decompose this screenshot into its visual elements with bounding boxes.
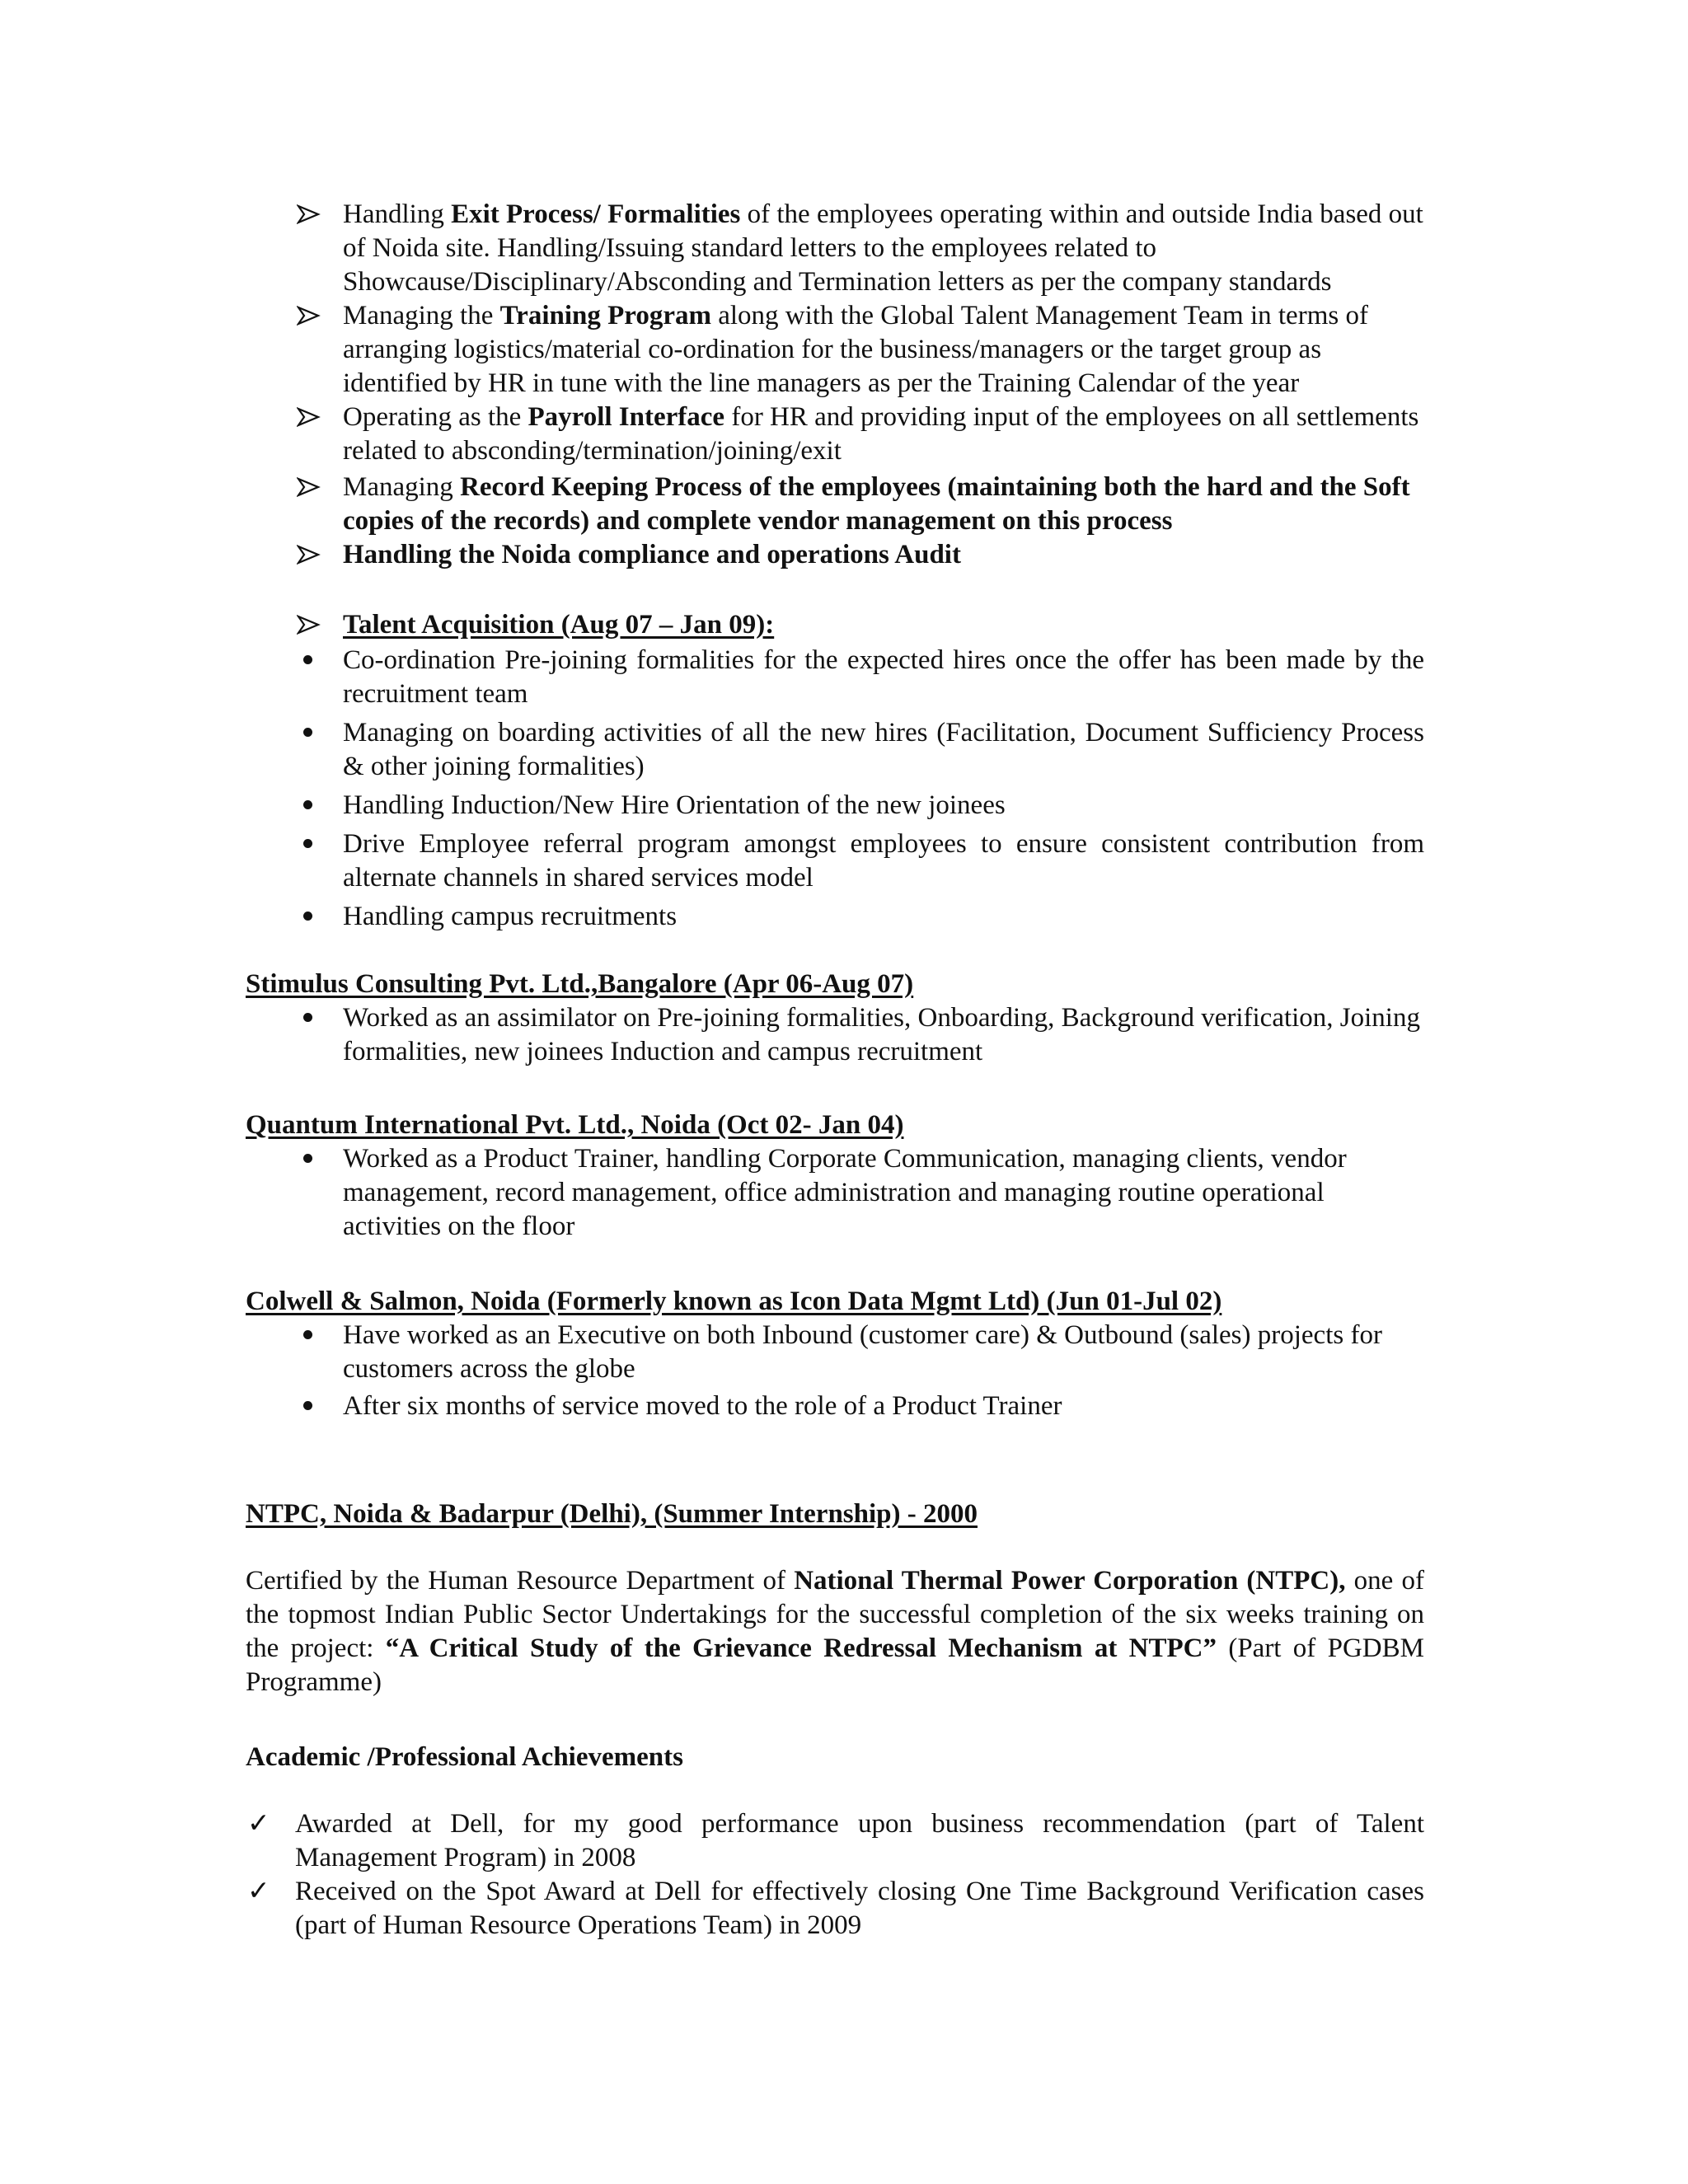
colwell-heading: Colwell & Salmon, Noida (Formerly known as Icon Data Mgmt Ltd) (Jun 01-Jul 02)	[246, 1286, 1222, 1316]
stimulus-section	[246, 968, 1424, 1069]
achievements-heading: Academic /Professional Achievements	[246, 1742, 683, 1772]
round-bullet-icon	[303, 839, 312, 848]
list-item: Managing the Training Program along with the Global Talent Management Team in terms of arranging logistics/material co-ordination for the business/managers or the target group as identified by HR in tune with the line managers as per the Training Calendar of the year	[246, 299, 1424, 401]
quantum-section	[246, 1108, 1424, 1244]
colwell-section	[246, 1285, 1424, 1423]
check-bullet-icon: ✓	[247, 1809, 270, 1839]
list-item: Worked as an assimilator on Pre-joining formalities, Onboarding, Background verification, Joining formalities, new joinees Induction and campus recruitment	[246, 1001, 1424, 1069]
round-bullet-icon	[303, 800, 312, 809]
list-item: Handling campus recruitments	[246, 900, 1424, 934]
list-item: ✓ Awarded at Dell, for my good performance upon business recommendation (part of Talent Management Program) in 2008	[247, 1809, 1424, 1872]
list-item: Handling Induction/New Hire Orientation of the new joinees	[246, 789, 1424, 823]
quantum-heading: Quantum International Pvt. Ltd., Noida (Oct 02- Jan 04)	[246, 1110, 904, 1140]
round-bullet-icon	[303, 912, 312, 921]
list-item: Managing Record Keeping Process of the employees (maintaining both the hard and the Soft copies of the records) and complete vendor management on this process	[246, 471, 1424, 538]
round-bullet-icon	[303, 1013, 312, 1022]
list-item: Co-ordination Pre-joining formalities for the expected hires once the offer has been made by the recruitment team	[246, 644, 1424, 711]
round-bullet-icon	[303, 728, 312, 737]
arrow-bullet-icon	[297, 204, 321, 224]
list-item: After six months of service moved to the role of a Product Trainer	[246, 1390, 1424, 1423]
ntpc-heading: NTPC, Noida & Badarpur (Delhi), (Summer Internship) - 2000	[246, 1499, 978, 1529]
list-item: Drive Employee referral program amongst employees to ensure consistent contribution from alternate channels in shared services model	[246, 827, 1424, 895]
round-bullet-icon	[303, 655, 312, 664]
ntpc-paragraph: Certified by the Human Resource Department of National Thermal Power Corporation (NTPC), one of the topmost Indian Public Sector Undertakings for the successful completion of the six weeks training on the project: “A Critical Study of the Grievance Redressal Mechanism at NTPC” (Part of PGDBM Programme)	[246, 1566, 1424, 1697]
list-item: ✓ Received on the Spot Award at Dell for effectively closing One Time Background Verification cases (part of Human Resource Operations Team) in 2009	[247, 1877, 1424, 1940]
arrow-bullet-icon	[297, 545, 321, 565]
hr-operations-list	[246, 198, 1424, 572]
list-item: Have worked as an Executive on both Inbound (customer care) & Outbound (sales) projects for customers across the globe	[246, 1319, 1424, 1386]
round-bullet-icon	[303, 1330, 312, 1339]
ntpc-section	[246, 1497, 1424, 1699]
round-bullet-icon	[303, 1401, 312, 1410]
list-item: Handling the Noida compliance and operations Audit	[246, 538, 1424, 572]
talent-acquisition-heading: Talent Acquisition (Aug 07 – Jan 09):	[343, 610, 775, 640]
list-item: Worked as a Product Trainer, handling Corporate Communication, managing clients, vendor management, record management, office administration and managing routine operational activities on the floor	[246, 1142, 1424, 1244]
arrow-bullet-icon	[297, 615, 321, 635]
check-bullet-icon: ✓	[247, 1877, 270, 1906]
round-bullet-icon	[303, 1154, 312, 1163]
achievements-section	[246, 1741, 1424, 1943]
talent-acquisition-section	[246, 608, 1424, 934]
arrow-bullet-icon	[297, 407, 321, 427]
list-item: Managing on boarding activities of all the new hires (Facilitation, Document Sufficiency Process & other joining formalities)	[246, 716, 1424, 784]
stimulus-heading: Stimulus Consulting Pvt. Ltd.,Bangalore (Apr 06-Aug 07)	[246, 969, 914, 999]
list-item: Operating as the Payroll Interface for HR and providing input of the employees on all settlements related to absconding/termination/joining/exit	[246, 401, 1424, 468]
list-item: Handling Exit Process/ Formalities of the employees operating within and outside India based out of Noida site. Handling/Issuing standard letters to the employees related to Showcause/Disciplinary/Absconding and Termination letters as per the company standards	[246, 198, 1424, 299]
arrow-bullet-icon	[297, 306, 321, 326]
section-heading-item	[246, 608, 1424, 642]
arrow-bullet-icon	[297, 477, 321, 497]
